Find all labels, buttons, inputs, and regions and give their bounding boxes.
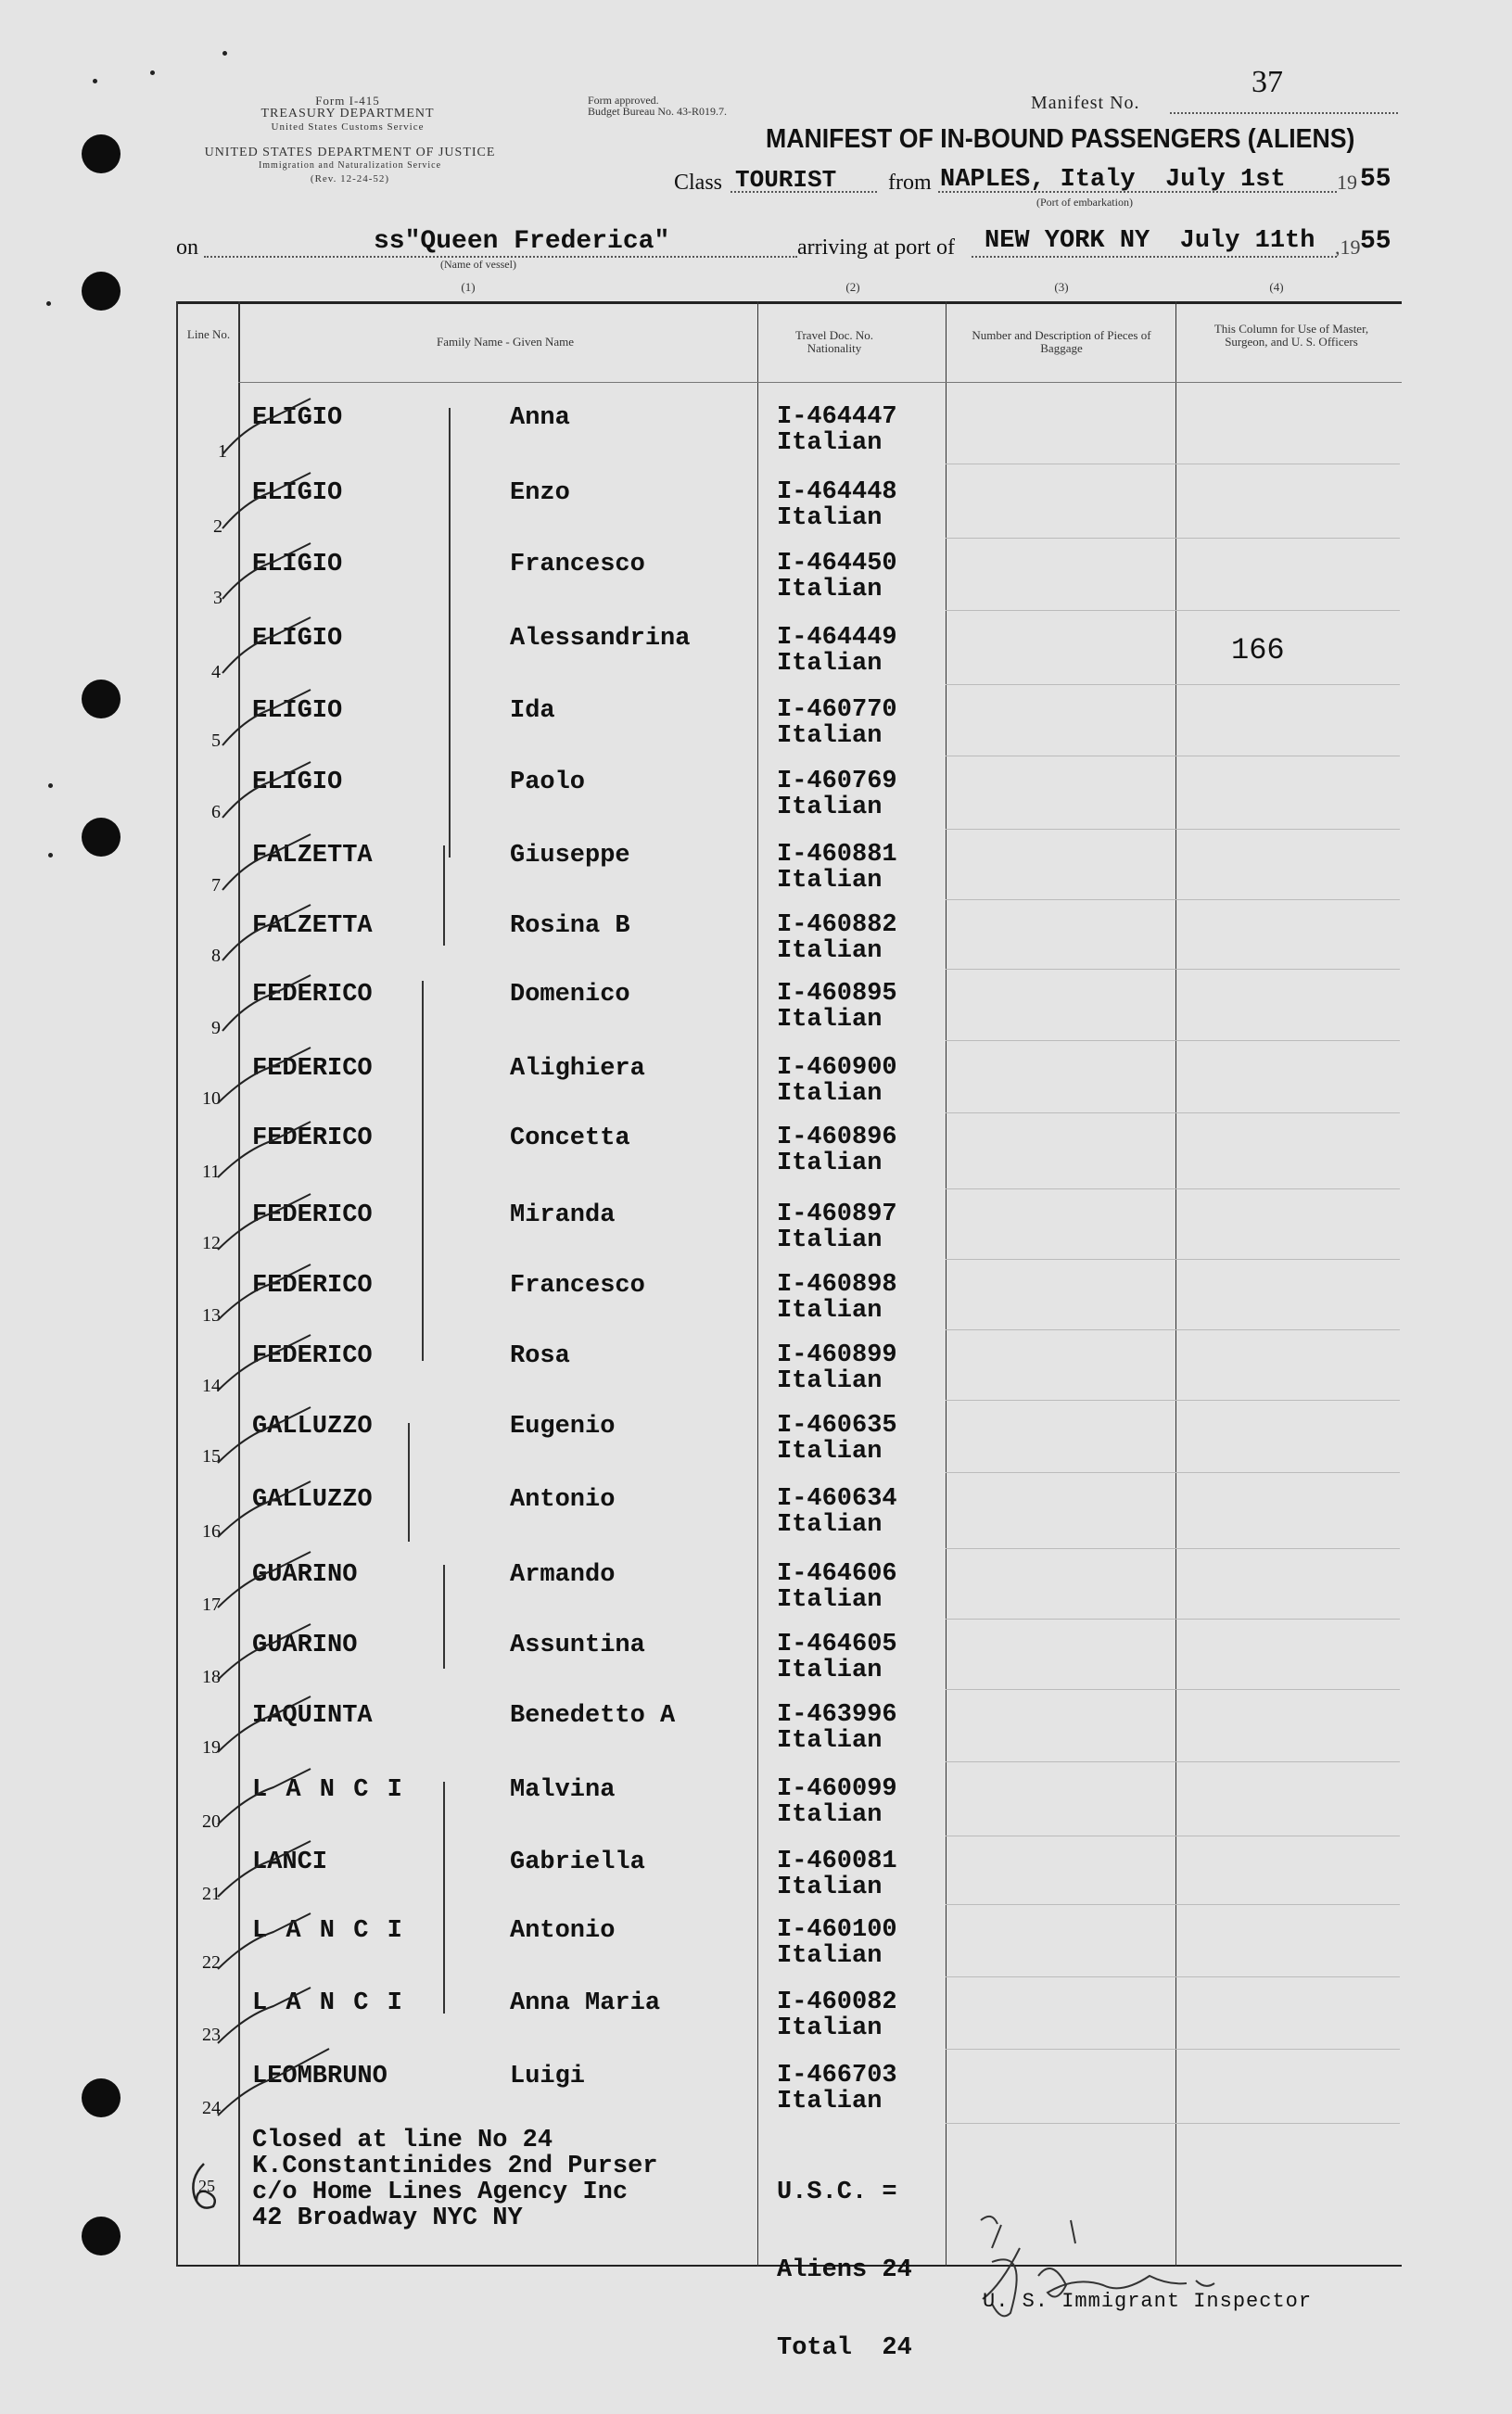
family-name: ELIGIO [252,404,343,432]
given-name: Anna [510,404,570,432]
vessel-caption: (Name of vessel) [440,258,516,271]
nationality: Italian [777,1586,883,1614]
nationality: Italian [777,2088,883,2115]
nationality: Italian [777,1727,883,1755]
travel-doc-no: I-460898 [777,1271,897,1299]
header-name: Family Name - Given Name [436,335,574,349]
given-name: Domenico [510,981,630,1009]
speck [93,79,97,83]
header-officers: This Column for Use of Master, Surgeon, and U. S. Officers [1213,322,1369,349]
nationality: Italian [777,504,883,532]
line-number: 20 [202,1811,221,1832]
family-name: GALLUZZO [252,1413,373,1441]
family-name: GUARINO [252,1561,358,1589]
family-name: FEDERICO [252,1055,373,1083]
punch-hole [82,272,121,311]
given-name: Gabriella [510,1849,645,1876]
nationality: Italian [777,794,883,821]
nationality: Italian [777,1874,883,1901]
travel-doc-no: I-460896 [777,1124,897,1151]
on-label: on [176,235,198,260]
family-name: FEDERICO [252,1201,373,1229]
totals-line: Aliens 24 [777,2256,912,2284]
travel-doc-no: I-460634 [777,1485,897,1513]
line-number: 8 [211,946,221,966]
arrival-port: NEW YORK NY July 11th [985,227,1315,255]
family-name: GALLUZZO [252,1486,373,1514]
inspector-label: U. S. Immigrant Inspector [983,2290,1313,2313]
speck [48,853,53,858]
given-name: Francesco [510,1272,645,1300]
travel-doc-no: I-460769 [777,768,897,795]
travel-doc-no: I-460895 [777,980,897,1008]
nationality: Italian [777,1150,883,1177]
table-left-border [176,301,178,2267]
given-name: Eugenio [510,1413,616,1441]
given-name: Assuntina [510,1632,645,1659]
given-name: Rosa [510,1342,570,1370]
family-name: FEDERICO [252,981,373,1009]
col-num-3: (3) [1054,280,1069,294]
line-number: 19 [202,1737,221,1758]
justice-dept: UNITED STATES DEPARTMENT OF JUSTICE [204,146,496,159]
line-number: 12 [202,1233,221,1253]
family-name: ELIGIO [252,697,343,725]
revision: (Rev. 12-24-52) [310,173,390,184]
family-name: L A N C I [252,1776,404,1804]
family-bracket [422,981,424,1361]
nationality: Italian [777,1942,883,1970]
manifest-no: 37 [1252,65,1283,99]
given-name: Malvina [510,1776,616,1804]
travel-doc-no: I-460899 [777,1341,897,1369]
immigration-service: Immigration and Naturalization Service [258,160,442,171]
travel-doc-no: I-464449 [777,624,897,652]
col-divider-baggage [946,301,947,2267]
travel-doc-no: I-464606 [777,1560,897,1588]
form-approved: Form approved. [588,94,659,107]
travel-doc-no: I-464605 [777,1631,897,1658]
travel-doc-no: I-460897 [777,1201,897,1228]
arrival-year-prefix: 19 [1340,235,1361,259]
line-number: 23 [202,2025,221,2045]
nationality: Italian [777,429,883,457]
travel-doc-no: I-460100 [777,1916,897,1944]
line-number: 15 [202,1446,221,1467]
class-value: TOURIST [735,166,837,194]
vessel-name: ss"Queen Frederica" [374,227,670,256]
family-name: FALZETTA [252,912,373,940]
closing-text-line: c/o Home Lines Agency Inc [252,2179,629,2206]
family-bracket [449,408,451,858]
nationality: Italian [777,1297,883,1325]
given-name: Benedetto A [510,1702,676,1730]
given-name: Miranda [510,1201,616,1229]
col-num-4: (4) [1269,280,1284,294]
family-name: GUARINO [252,1632,358,1659]
nationality: Italian [777,1438,883,1466]
header-baggage: Number and Description of Pieces of Baggage [972,328,1151,355]
punch-hole [82,2078,121,2117]
inspector-signature [964,2211,1270,2331]
given-name: Luigi [510,2063,586,2090]
travel-doc-no: I-464450 [777,550,897,578]
customs-service: United States Customs Service [271,121,425,133]
travel-doc-no: I-460082 [777,1988,897,2016]
speck [46,301,51,306]
nationality: Italian [777,722,883,750]
travel-doc-no: I-464448 [777,478,897,506]
line-number: 7 [211,875,221,896]
nationality: Italian [777,1006,883,1034]
nationality: Italian [777,1080,883,1108]
year-prefix: 19 [1337,171,1357,194]
nationality: Italian [777,1511,883,1539]
given-name: Antonio [510,1917,616,1945]
nationality: Italian [777,650,883,678]
family-bracket [443,1782,445,2014]
travel-doc-no: I-460770 [777,696,897,724]
budget-bureau: Budget Bureau No. 43-R019.7. [588,105,727,118]
family-name: ELIGIO [252,625,343,653]
closing-text-line: Closed at line No 24 [252,2127,553,2154]
line-number: 4 [211,662,221,682]
manifest-title: MANIFEST OF IN-BOUND PASSENGERS (ALIENS) [766,124,1355,154]
totals-line: U.S.C. = [777,2179,897,2206]
speck [150,70,155,75]
line-number: 22 [202,1952,221,1973]
col-divider-officers [1175,301,1176,2267]
punch-hole [82,134,121,173]
given-name: Rosina B [510,912,630,940]
family-bracket [408,1423,410,1542]
manifest-page: Form I-415 TREASURY DEPARTMENT United States Customs Service UNITED STATES DEPARTMENT OF JUSTICE Immigration and Naturalization Service (Rev. 12-24-52) Form approved. Budget Bureau No. 43-R019.7. Manifest No. 37 MANIFEST OF IN-BOUND PASSENGERS (ALIENS) Class TOURIST from NAPLES, Italy July 1st 19 55 (Port of embarkation) on ss"Queen Frederica" (Name of vessel) arriving at port of NEW YORK NY July 11th ,19 55 (1) (2) (3) (4) Line No. Family Name - Given Name Travel Doc. No. Nationality Number and Description of Pieces of Baggage This Column for Use of Master, Surgeon, and U. S. Officers 166 ELIGIO Anna I-464447 Italian 1 ELIGIO Enzo I-464448 Italian 2 ELIGIO Francesco I-464450 Italian 3 ELIGIO Alessandrina I-464449 Italian 4 ELIGIO Ida I-460770 Italian 5 ELIGIO Paolo I-460769 Italian 6 FALZETTA Giuseppe I-460881 Italian 7 FALZETTA Rosina B I-460882 Italian 8 FEDERICO Domenico I-460895 Italian 9 FEDERICO Alighiera I-460900 Italian 10 FEDERICO Concetta I-460896 Italian 11 FEDERICO Miranda I-460897 Italian 12 FEDERICO Francesco I-460898 Italian 13 FEDERICO Rosa I-460899 Italian 14 GALLUZZO Eugenio I-460635 Italian 15 GALLUZZO Antonio I-460634 Italian 16 GUARINO Armando I-464606 Italian 17 GUARINO Assuntina I-464605 Italian 18 IAQUINTA Benedetto A I-463996 Italian 19 L A N C I Malvina I-460099 Italian 20 LANCI Gabriella I-460081 Italian 21 L A N C I Antonio I-460100 Italian 22 L A N C I Anna Maria I-460082 Italian 23 LEOMBRUNO Luigi I-466703 Italian 24 25 Closed at line No 24 K.Constantinides 2nd Purser c/o Home Lines Agency Inc 42 Broadway NYC NY U.S.C. = Aliens 24 Total 24 U. S. Immigrant Inspector [0,0,1512,2411]
year-value: 55 [1360,165,1391,194]
travel-doc-no: I-460081 [777,1848,897,1875]
line-number: 1 [218,441,227,462]
check-marks [209,389,338,2132]
family-name: LEOMBRUNO [252,2063,388,2090]
family-name: ELIGIO [252,769,343,796]
given-name: Ida [510,697,555,725]
line-number: 21 [202,1884,221,1904]
line-number: 2 [213,516,222,537]
nationality: Italian [777,1657,883,1684]
arrival-year: 55 [1360,227,1391,256]
closing-line-number: 25 [198,2177,215,2195]
given-name: Concetta [510,1124,630,1152]
given-name: Antonio [510,1486,616,1514]
family-name: LANCI [252,1849,328,1876]
line-number: 16 [202,1521,221,1542]
nationality: Italian [777,1226,883,1254]
family-name: FEDERICO [252,1272,373,1300]
line-number: 3 [213,588,222,608]
col-divider-doc [757,301,758,2267]
manifest-no-label: Manifest No. [1031,93,1140,113]
punch-hole [82,680,121,718]
line-number: 10 [202,1088,221,1109]
table-top-rule [176,301,1402,304]
given-name: Anna Maria [510,1989,661,2017]
travel-doc-no: I-460881 [777,841,897,869]
nationality: Italian [777,937,883,965]
family-name: L A N C I [252,1917,404,1945]
nationality: Italian [777,867,883,895]
travel-doc-no: I-460882 [777,911,897,939]
from-label: from [888,171,932,195]
class-label: Class [674,171,723,195]
travel-doc-no: I-460900 [777,1054,897,1082]
travel-doc-no: I-460099 [777,1775,897,1803]
speck [48,783,53,788]
travel-doc-no: I-464447 [777,403,897,431]
closing-text-line: 42 Broadway NYC NY [252,2204,523,2232]
line-number: 6 [211,802,221,822]
nationality: Italian [777,1801,883,1829]
officer-note: 166 [1231,633,1285,667]
speck [222,51,227,56]
line-number: 24 [202,2098,221,2118]
family-bracket [443,845,445,946]
form-number: Form I-415 [315,94,380,108]
line-number: 14 [202,1376,221,1396]
travel-doc-no: I-463996 [777,1701,897,1729]
travel-doc-no: I-466703 [777,2062,897,2090]
line-number: 18 [202,1667,221,1687]
totals-line: Total 24 [777,2334,912,2362]
given-name: Enzo [510,479,570,507]
port-caption: (Port of embarkation) [1036,196,1133,209]
line-number: 13 [202,1305,221,1326]
given-name: Francesco [510,551,645,578]
header-rule [238,382,1402,383]
given-name: Armando [510,1561,616,1589]
line-number: 5 [211,731,221,751]
nationality: Italian [777,1367,883,1395]
line-number: 11 [202,1162,221,1182]
family-bracket [443,1565,445,1669]
given-name: Alighiera [510,1055,645,1083]
family-name: FEDERICO [252,1342,373,1370]
closing-text-line: K.Constantinides 2nd Purser [252,2153,658,2180]
given-name: Giuseppe [510,842,630,870]
family-name: FEDERICO [252,1124,373,1152]
header-line-no: Line No. [186,327,231,341]
nationality: Italian [777,576,883,604]
line-number: 9 [211,1018,221,1038]
punch-hole [82,2217,121,2255]
arriving-label: arriving at port of [797,235,955,260]
nationality: Italian [777,2014,883,2042]
family-name: FALZETTA [252,842,373,870]
col-num-1: (1) [461,280,476,294]
header-travel-doc: Travel Doc. No. Nationality [794,328,873,355]
line-number: 17 [202,1595,221,1615]
family-name: ELIGIO [252,479,343,507]
col-num-2: (2) [845,280,860,294]
travel-doc-no: I-460635 [777,1412,897,1440]
port-of-embarkation: NAPLES, Italy July 1st [940,166,1286,194]
family-name: IAQUINTA [252,1702,373,1730]
treasury-dept: TREASURY DEPARTMENT [260,107,435,121]
family-name: L A N C I [252,1989,404,2017]
punch-hole [82,818,121,857]
given-name: Alessandrina [510,625,691,653]
given-name: Paolo [510,769,586,796]
family-name: ELIGIO [252,551,343,578]
